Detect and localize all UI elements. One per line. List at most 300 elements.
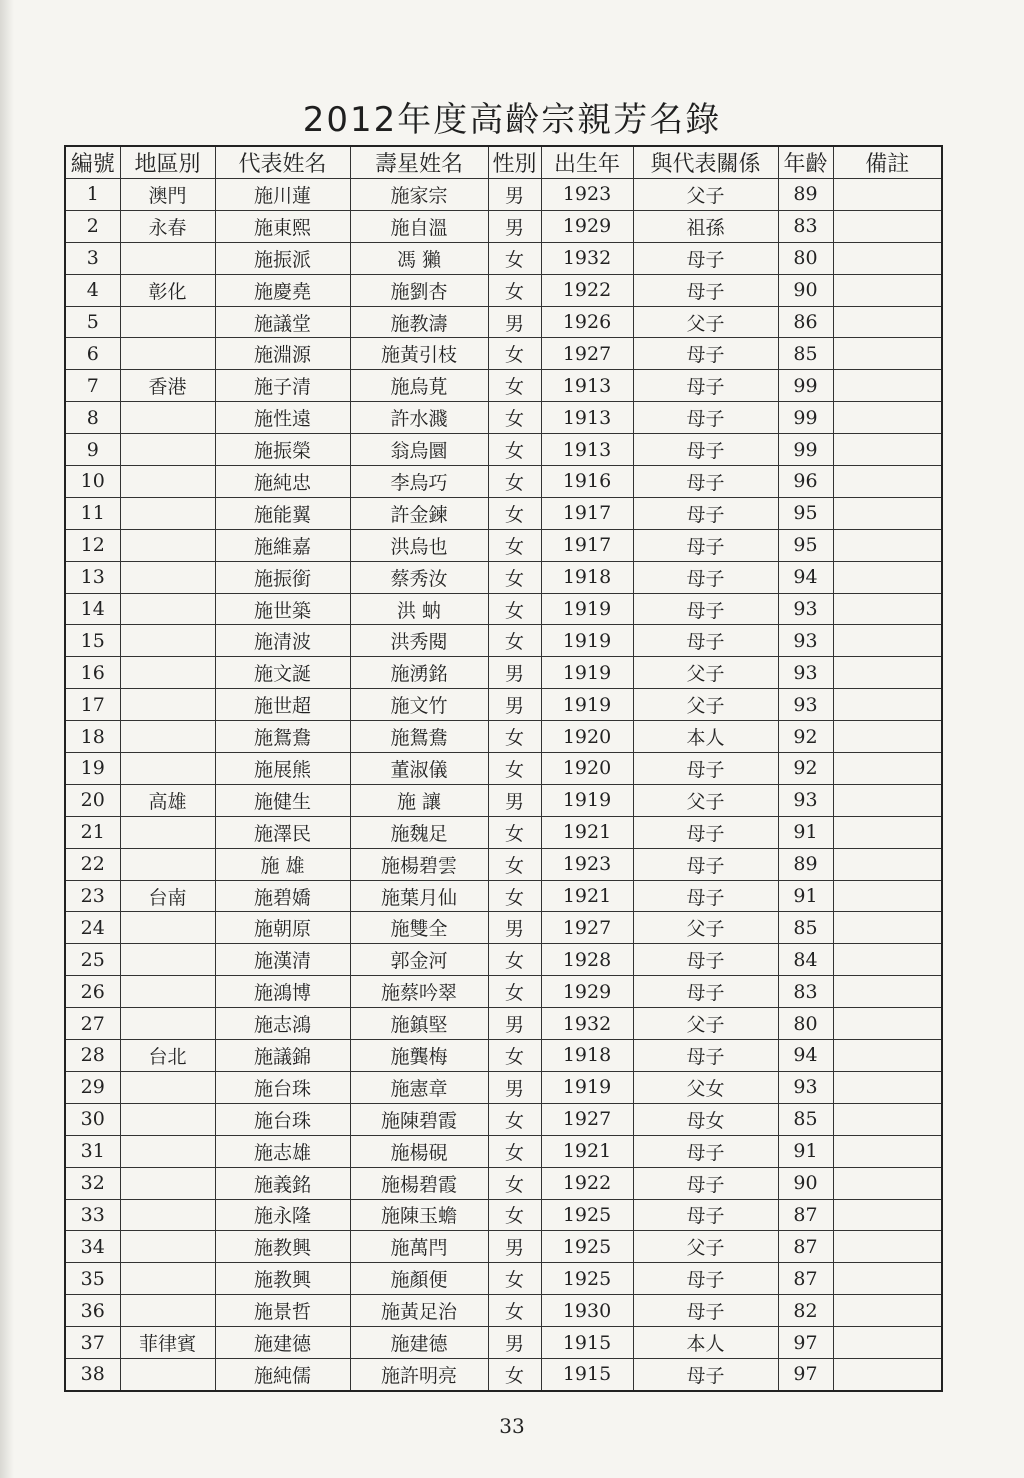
page-binding-shadow bbox=[0, 0, 14, 1478]
table-row bbox=[65, 1167, 942, 1199]
table-row bbox=[65, 306, 942, 338]
region-cell bbox=[120, 689, 215, 721]
birth-year: 1919 bbox=[541, 1071, 633, 1103]
region-cell bbox=[120, 1295, 215, 1327]
sex-cell: 男 bbox=[488, 179, 541, 211]
table-row bbox=[65, 1008, 942, 1040]
table-row bbox=[65, 1327, 942, 1359]
sex-cell: 女 bbox=[488, 1295, 541, 1327]
column-header-age: 年齡 bbox=[778, 146, 833, 179]
sex-cell: 女 bbox=[488, 466, 541, 498]
remarks-cell bbox=[833, 529, 942, 561]
sex-cell: 男 bbox=[488, 306, 541, 338]
remarks-cell bbox=[833, 784, 942, 816]
region-cell bbox=[120, 912, 215, 944]
remarks-cell bbox=[833, 1040, 942, 1072]
row-number: 29 bbox=[65, 1071, 120, 1103]
elder-name: 洪烏也 bbox=[350, 529, 488, 561]
region-cell bbox=[120, 1135, 215, 1167]
birth-year: 1920 bbox=[541, 753, 633, 785]
birth-year: 1920 bbox=[541, 721, 633, 753]
relation-cell: 母子 bbox=[633, 1263, 778, 1295]
table-row bbox=[65, 1295, 942, 1327]
age-cell: 83 bbox=[778, 210, 833, 242]
row-number: 25 bbox=[65, 944, 120, 976]
age-cell: 89 bbox=[778, 848, 833, 880]
birth-year: 1930 bbox=[541, 1295, 633, 1327]
remarks-cell bbox=[833, 689, 942, 721]
row-number: 34 bbox=[65, 1231, 120, 1263]
representative-name: 施志鴻 bbox=[215, 1008, 350, 1040]
elder-name: 施建德 bbox=[350, 1327, 488, 1359]
relation-cell: 母子 bbox=[633, 753, 778, 785]
remarks-cell bbox=[833, 561, 942, 593]
remarks-cell bbox=[833, 625, 942, 657]
table-row bbox=[65, 497, 942, 529]
relation-cell: 母子 bbox=[633, 370, 778, 402]
row-number: 21 bbox=[65, 816, 120, 848]
relation-cell: 母子 bbox=[633, 402, 778, 434]
column-header-birth-year: 出生年 bbox=[541, 146, 633, 179]
relation-cell: 本人 bbox=[633, 1327, 778, 1359]
sex-cell: 男 bbox=[488, 1231, 541, 1263]
region-cell bbox=[120, 848, 215, 880]
row-number: 8 bbox=[65, 402, 120, 434]
table-row bbox=[65, 210, 942, 242]
relation-cell: 父子 bbox=[633, 784, 778, 816]
remarks-cell bbox=[833, 880, 942, 912]
elder-name: 董淑儀 bbox=[350, 753, 488, 785]
representative-name: 施展熊 bbox=[215, 753, 350, 785]
column-header-elder-name: 壽星姓名 bbox=[350, 146, 488, 179]
region-cell bbox=[120, 466, 215, 498]
row-number: 22 bbox=[65, 848, 120, 880]
age-cell: 85 bbox=[778, 1103, 833, 1135]
birth-year: 1927 bbox=[541, 912, 633, 944]
column-header-representative: 代表姓名 bbox=[215, 146, 350, 179]
birth-year: 1922 bbox=[541, 274, 633, 306]
remarks-cell bbox=[833, 497, 942, 529]
representative-name: 施議堂 bbox=[215, 306, 350, 338]
sex-cell: 女 bbox=[488, 242, 541, 274]
column-header-number: 編號 bbox=[65, 146, 120, 179]
row-number: 16 bbox=[65, 657, 120, 689]
birth-year: 1927 bbox=[541, 338, 633, 370]
remarks-cell bbox=[833, 912, 942, 944]
birth-year: 1915 bbox=[541, 1358, 633, 1390]
relation-cell: 本人 bbox=[633, 721, 778, 753]
elder-name: 施楊碧雲 bbox=[350, 848, 488, 880]
row-number: 28 bbox=[65, 1040, 120, 1072]
row-number: 20 bbox=[65, 784, 120, 816]
relation-cell: 母子 bbox=[633, 497, 778, 529]
representative-name: 施純忠 bbox=[215, 466, 350, 498]
remarks-cell bbox=[833, 402, 942, 434]
elder-name: 洪 蚋 bbox=[350, 593, 488, 625]
table-row bbox=[65, 912, 942, 944]
region-cell bbox=[120, 721, 215, 753]
age-cell: 93 bbox=[778, 689, 833, 721]
sex-cell: 女 bbox=[488, 434, 541, 466]
region-cell: 澳門 bbox=[120, 179, 215, 211]
elder-name: 施自溫 bbox=[350, 210, 488, 242]
relation-cell: 母子 bbox=[633, 242, 778, 274]
representative-name: 施振榮 bbox=[215, 434, 350, 466]
remarks-cell bbox=[833, 848, 942, 880]
remarks-cell bbox=[833, 1358, 942, 1390]
document-title: 2012年度高齡宗親芳名錄 bbox=[302, 100, 722, 140]
representative-name: 施文誕 bbox=[215, 657, 350, 689]
age-cell: 87 bbox=[778, 1263, 833, 1295]
row-number: 9 bbox=[65, 434, 120, 466]
row-number: 31 bbox=[65, 1135, 120, 1167]
row-number: 4 bbox=[65, 274, 120, 306]
age-cell: 91 bbox=[778, 880, 833, 912]
region-cell bbox=[120, 1167, 215, 1199]
sex-cell: 女 bbox=[488, 848, 541, 880]
birth-year: 1919 bbox=[541, 593, 633, 625]
remarks-cell bbox=[833, 274, 942, 306]
table-row bbox=[65, 179, 942, 211]
remarks-cell bbox=[833, 1103, 942, 1135]
relation-cell: 母子 bbox=[633, 1135, 778, 1167]
table-row bbox=[65, 1040, 942, 1072]
region-cell bbox=[120, 816, 215, 848]
remarks-cell bbox=[833, 1295, 942, 1327]
row-number: 27 bbox=[65, 1008, 120, 1040]
remarks-cell bbox=[833, 466, 942, 498]
age-cell: 91 bbox=[778, 1135, 833, 1167]
row-number: 17 bbox=[65, 689, 120, 721]
region-cell bbox=[120, 1231, 215, 1263]
birth-year: 1927 bbox=[541, 1103, 633, 1135]
table-row bbox=[65, 274, 942, 306]
remarks-cell bbox=[833, 1231, 942, 1263]
age-cell: 89 bbox=[778, 179, 833, 211]
column-header-remarks: 備註 bbox=[833, 146, 942, 179]
table-row bbox=[65, 370, 942, 402]
representative-name: 施教興 bbox=[215, 1263, 350, 1295]
relation-cell: 母子 bbox=[633, 848, 778, 880]
elder-name: 施文竹 bbox=[350, 689, 488, 721]
birth-year: 1913 bbox=[541, 370, 633, 402]
remarks-cell bbox=[833, 721, 942, 753]
elder-name: 施萬閂 bbox=[350, 1231, 488, 1263]
sex-cell: 男 bbox=[488, 689, 541, 721]
birth-year: 1919 bbox=[541, 625, 633, 657]
table-row bbox=[65, 338, 942, 370]
row-number: 11 bbox=[65, 497, 120, 529]
representative-name: 施建德 bbox=[215, 1327, 350, 1359]
remarks-cell bbox=[833, 816, 942, 848]
region-cell bbox=[120, 561, 215, 593]
table-row bbox=[65, 1103, 942, 1135]
age-cell: 93 bbox=[778, 625, 833, 657]
birth-year: 1917 bbox=[541, 497, 633, 529]
representative-name: 施碧嬌 bbox=[215, 880, 350, 912]
birth-year: 1916 bbox=[541, 466, 633, 498]
table-row bbox=[65, 848, 942, 880]
region-cell bbox=[120, 1008, 215, 1040]
age-cell: 97 bbox=[778, 1358, 833, 1390]
region-cell bbox=[120, 306, 215, 338]
region-cell bbox=[120, 1263, 215, 1295]
sex-cell: 女 bbox=[488, 497, 541, 529]
birth-year: 1918 bbox=[541, 1040, 633, 1072]
age-cell: 87 bbox=[778, 1199, 833, 1231]
sex-cell: 女 bbox=[488, 338, 541, 370]
elder-name: 施許明亮 bbox=[350, 1358, 488, 1390]
age-cell: 96 bbox=[778, 466, 833, 498]
representative-name: 施永隆 bbox=[215, 1199, 350, 1231]
row-number: 7 bbox=[65, 370, 120, 402]
region-cell: 台南 bbox=[120, 880, 215, 912]
region-cell bbox=[120, 625, 215, 657]
column-header-sex: 性別 bbox=[488, 146, 541, 179]
sex-cell: 女 bbox=[488, 529, 541, 561]
region-cell bbox=[120, 753, 215, 785]
relation-cell: 祖孫 bbox=[633, 210, 778, 242]
row-number: 23 bbox=[65, 880, 120, 912]
birth-year: 1929 bbox=[541, 976, 633, 1008]
representative-name: 施台珠 bbox=[215, 1103, 350, 1135]
elder-name: 許水濺 bbox=[350, 402, 488, 434]
remarks-cell bbox=[833, 338, 942, 370]
representative-name: 施 雄 bbox=[215, 848, 350, 880]
region-cell: 彰化 bbox=[120, 274, 215, 306]
region-cell bbox=[120, 1103, 215, 1135]
table-row bbox=[65, 1199, 942, 1231]
row-number: 5 bbox=[65, 306, 120, 338]
region-cell bbox=[120, 402, 215, 434]
sex-cell: 女 bbox=[488, 944, 541, 976]
age-cell: 86 bbox=[778, 306, 833, 338]
representative-name: 施振銜 bbox=[215, 561, 350, 593]
representative-name: 施清波 bbox=[215, 625, 350, 657]
table-row bbox=[65, 529, 942, 561]
representative-name: 施景哲 bbox=[215, 1295, 350, 1327]
relation-cell: 母子 bbox=[633, 529, 778, 561]
relation-cell: 母子 bbox=[633, 1199, 778, 1231]
birth-year: 1913 bbox=[541, 402, 633, 434]
relation-cell: 母子 bbox=[633, 816, 778, 848]
sex-cell: 女 bbox=[488, 370, 541, 402]
column-header-relation: 與代表關係 bbox=[633, 146, 778, 179]
remarks-cell bbox=[833, 657, 942, 689]
row-number: 24 bbox=[65, 912, 120, 944]
table-row bbox=[65, 721, 942, 753]
elder-name: 施黃引枝 bbox=[350, 338, 488, 370]
elder-name: 施魏足 bbox=[350, 816, 488, 848]
row-number: 6 bbox=[65, 338, 120, 370]
sex-cell: 女 bbox=[488, 1358, 541, 1390]
age-cell: 94 bbox=[778, 561, 833, 593]
row-number: 13 bbox=[65, 561, 120, 593]
region-cell bbox=[120, 1071, 215, 1103]
representative-name: 施淵源 bbox=[215, 338, 350, 370]
age-cell: 82 bbox=[778, 1295, 833, 1327]
birth-year: 1919 bbox=[541, 657, 633, 689]
representative-name: 施東熙 bbox=[215, 210, 350, 242]
representative-name: 施健生 bbox=[215, 784, 350, 816]
elder-name: 施葉月仙 bbox=[350, 880, 488, 912]
sex-cell: 女 bbox=[488, 274, 541, 306]
row-number: 35 bbox=[65, 1263, 120, 1295]
age-cell: 93 bbox=[778, 1071, 833, 1103]
region-cell bbox=[120, 1358, 215, 1390]
table-row bbox=[65, 625, 942, 657]
sex-cell: 男 bbox=[488, 1008, 541, 1040]
remarks-cell bbox=[833, 1327, 942, 1359]
representative-name: 施振派 bbox=[215, 242, 350, 274]
age-cell: 95 bbox=[778, 529, 833, 561]
relation-cell: 父子 bbox=[633, 1008, 778, 1040]
birth-year: 1919 bbox=[541, 784, 633, 816]
row-number: 32 bbox=[65, 1167, 120, 1199]
age-cell: 93 bbox=[778, 657, 833, 689]
remarks-cell bbox=[833, 1071, 942, 1103]
representative-name: 施台珠 bbox=[215, 1071, 350, 1103]
elder-name: 施蔡吟翠 bbox=[350, 976, 488, 1008]
elder-name: 許金鍊 bbox=[350, 497, 488, 529]
representative-name: 施子清 bbox=[215, 370, 350, 402]
remarks-cell bbox=[833, 306, 942, 338]
table-row bbox=[65, 1231, 942, 1263]
elder-name: 施黃足治 bbox=[350, 1295, 488, 1327]
table-row bbox=[65, 944, 942, 976]
row-number: 10 bbox=[65, 466, 120, 498]
age-cell: 99 bbox=[778, 370, 833, 402]
region-cell: 高雄 bbox=[120, 784, 215, 816]
table-row bbox=[65, 976, 942, 1008]
representative-name: 施議錦 bbox=[215, 1040, 350, 1072]
age-cell: 87 bbox=[778, 1231, 833, 1263]
table-row bbox=[65, 880, 942, 912]
relation-cell: 母女 bbox=[633, 1103, 778, 1135]
table-header-row bbox=[65, 146, 942, 179]
representative-name: 施世超 bbox=[215, 689, 350, 721]
remarks-cell bbox=[833, 242, 942, 274]
sex-cell: 女 bbox=[488, 593, 541, 625]
elder-name: 施烏莧 bbox=[350, 370, 488, 402]
relation-cell: 父子 bbox=[633, 1231, 778, 1263]
relation-cell: 母子 bbox=[633, 944, 778, 976]
elder-name: 施鎮堅 bbox=[350, 1008, 488, 1040]
elder-name: 施陳碧霞 bbox=[350, 1103, 488, 1135]
row-number: 26 bbox=[65, 976, 120, 1008]
row-number: 38 bbox=[65, 1358, 120, 1390]
sex-cell: 男 bbox=[488, 1327, 541, 1359]
birth-year: 1913 bbox=[541, 434, 633, 466]
row-number: 18 bbox=[65, 721, 120, 753]
sex-cell: 女 bbox=[488, 753, 541, 785]
representative-name: 施漢清 bbox=[215, 944, 350, 976]
sex-cell: 男 bbox=[488, 657, 541, 689]
row-number: 3 bbox=[65, 242, 120, 274]
age-cell: 95 bbox=[778, 497, 833, 529]
relation-cell: 母子 bbox=[633, 880, 778, 912]
relation-cell: 母子 bbox=[633, 466, 778, 498]
sex-cell: 男 bbox=[488, 912, 541, 944]
region-cell bbox=[120, 944, 215, 976]
table-row bbox=[65, 402, 942, 434]
representative-name: 施義銘 bbox=[215, 1167, 350, 1199]
birth-year: 1919 bbox=[541, 689, 633, 721]
representative-name: 施性遠 bbox=[215, 402, 350, 434]
column-header-region: 地區別 bbox=[120, 146, 215, 179]
region-cell bbox=[120, 338, 215, 370]
relation-cell: 母子 bbox=[633, 1358, 778, 1390]
birth-year: 1922 bbox=[541, 1167, 633, 1199]
region-cell bbox=[120, 976, 215, 1008]
elder-name: 郭金河 bbox=[350, 944, 488, 976]
table-row bbox=[65, 1071, 942, 1103]
age-cell: 97 bbox=[778, 1327, 833, 1359]
remarks-cell bbox=[833, 370, 942, 402]
row-number: 1 bbox=[65, 179, 120, 211]
table-row bbox=[65, 816, 942, 848]
age-cell: 90 bbox=[778, 1167, 833, 1199]
row-number: 14 bbox=[65, 593, 120, 625]
sex-cell: 女 bbox=[488, 402, 541, 434]
birth-year: 1918 bbox=[541, 561, 633, 593]
region-cell bbox=[120, 242, 215, 274]
representative-name: 施世築 bbox=[215, 593, 350, 625]
region-cell bbox=[120, 497, 215, 529]
birth-year: 1921 bbox=[541, 1135, 633, 1167]
elder-name: 翁烏圜 bbox=[350, 434, 488, 466]
elder-name: 施陳玉蟾 bbox=[350, 1199, 488, 1231]
representative-name: 施志雄 bbox=[215, 1135, 350, 1167]
birth-year: 1925 bbox=[541, 1263, 633, 1295]
representative-name: 施朝原 bbox=[215, 912, 350, 944]
relation-cell: 父子 bbox=[633, 179, 778, 211]
table-row bbox=[65, 784, 942, 816]
age-cell: 84 bbox=[778, 944, 833, 976]
representative-name: 施澤民 bbox=[215, 816, 350, 848]
sex-cell: 男 bbox=[488, 210, 541, 242]
sex-cell: 女 bbox=[488, 976, 541, 1008]
birth-year: 1932 bbox=[541, 242, 633, 274]
sex-cell: 女 bbox=[488, 1040, 541, 1072]
region-cell bbox=[120, 593, 215, 625]
age-cell: 94 bbox=[778, 1040, 833, 1072]
sex-cell: 女 bbox=[488, 816, 541, 848]
relation-cell: 母子 bbox=[633, 1040, 778, 1072]
birth-year: 1923 bbox=[541, 848, 633, 880]
birth-year: 1925 bbox=[541, 1199, 633, 1231]
representative-name: 施慶堯 bbox=[215, 274, 350, 306]
table-row bbox=[65, 753, 942, 785]
relation-cell: 母子 bbox=[633, 338, 778, 370]
elder-name: 施龔梅 bbox=[350, 1040, 488, 1072]
row-number: 12 bbox=[65, 529, 120, 561]
birth-year: 1928 bbox=[541, 944, 633, 976]
region-cell: 永春 bbox=[120, 210, 215, 242]
page-number: 33 bbox=[499, 1414, 525, 1438]
representative-name: 施川蓮 bbox=[215, 179, 350, 211]
relation-cell: 父子 bbox=[633, 306, 778, 338]
relation-cell: 母子 bbox=[633, 1167, 778, 1199]
relation-cell: 母子 bbox=[633, 1295, 778, 1327]
remarks-cell bbox=[833, 1135, 942, 1167]
remarks-cell bbox=[833, 753, 942, 785]
age-cell: 92 bbox=[778, 721, 833, 753]
elder-name: 施劉杏 bbox=[350, 274, 488, 306]
elder-name: 施 讓 bbox=[350, 784, 488, 816]
birth-year: 1932 bbox=[541, 1008, 633, 1040]
elder-name: 施鴛鴦 bbox=[350, 721, 488, 753]
